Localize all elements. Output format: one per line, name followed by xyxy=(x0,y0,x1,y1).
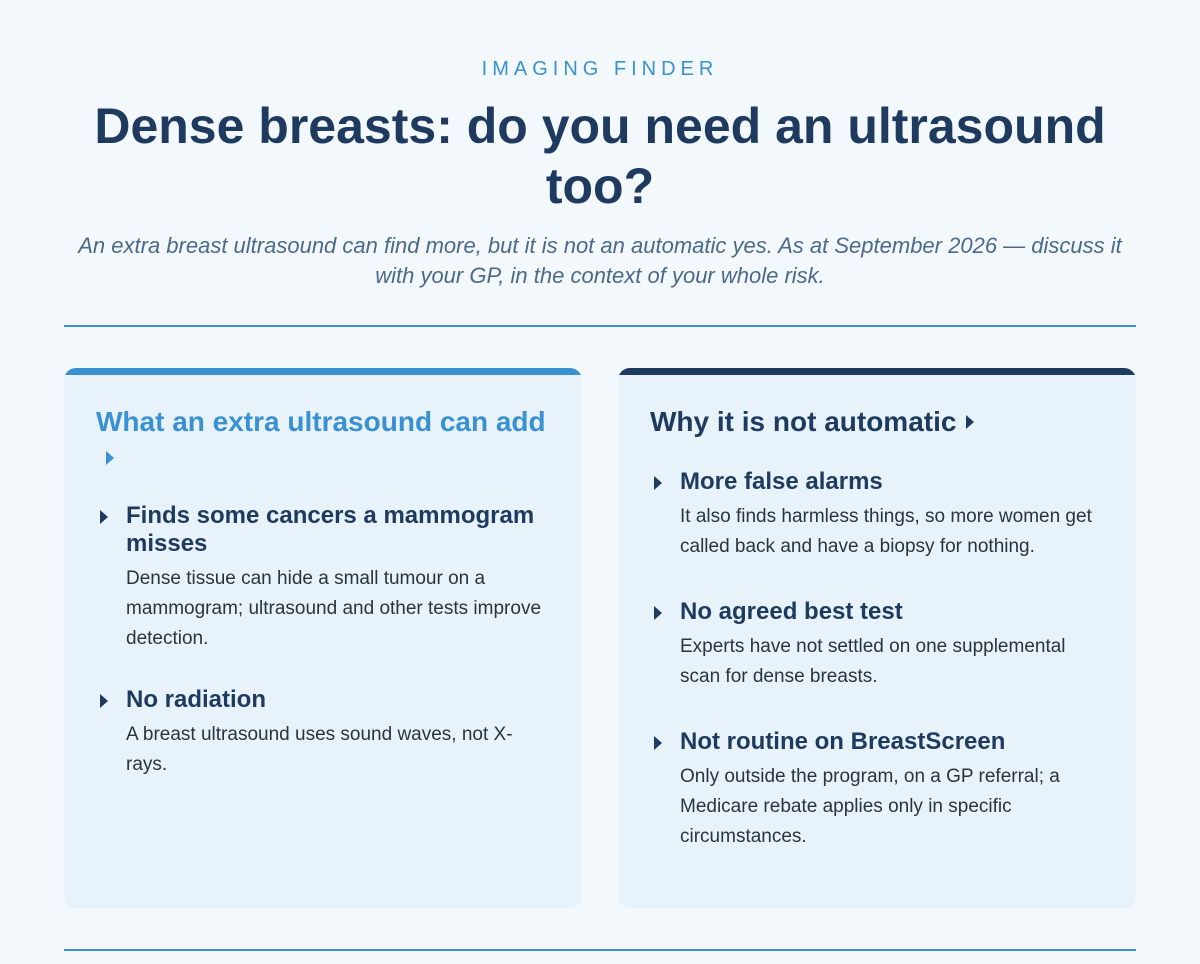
top-divider xyxy=(64,325,1136,327)
item-title: No radiation xyxy=(126,686,267,713)
caret-right-icon xyxy=(654,476,662,490)
drawbacks-heading-text: Why it is not automatic xyxy=(650,406,957,437)
drawbacks-card xyxy=(618,368,1136,908)
item-title: Finds some cancers a mammogram misses xyxy=(126,502,535,557)
item-text: It also finds harmless things, so more women get called back and have a biopsy for nothing. xyxy=(680,506,1092,557)
caret-right-icon xyxy=(654,606,662,620)
caret-right-icon xyxy=(106,451,114,465)
caret-right-icon xyxy=(100,510,108,524)
item-title: No agreed best test xyxy=(680,598,903,625)
benefits-card xyxy=(64,368,582,908)
item-text: Only outside the program, on a GP referral; a Medicare rebate applies only in specific circumstances. xyxy=(680,766,1060,847)
drawbacks-heading[interactable] xyxy=(650,404,1104,440)
bottom-divider xyxy=(64,949,1136,951)
item-text: A breast ultrasound uses sound waves, not X-rays. xyxy=(126,724,513,775)
page-subtitle: An extra breast ultrasound can find more, but it is not an automatic yes. As at September 2026 — discuss it with your GP, in the context of your whole risk. xyxy=(78,233,1122,288)
item-text: Experts have not settled on one supplemental scan for dense breasts. xyxy=(680,636,1066,687)
list-item xyxy=(650,598,1104,692)
list-item xyxy=(96,686,550,780)
caret-right-icon xyxy=(100,694,108,708)
list-item xyxy=(650,468,1104,562)
caret-right-icon xyxy=(654,736,662,750)
drawbacks-list xyxy=(650,468,1104,852)
page-title: Dense breasts: do you need an ultrasound too? xyxy=(94,98,1106,214)
item-title: More false alarms xyxy=(680,468,883,495)
benefits-heading[interactable] xyxy=(96,404,550,476)
benefits-list xyxy=(96,502,550,780)
item-text: Dense tissue can hide a small tumour on a mammogram; ultrasound and other tests improve detection. xyxy=(126,568,542,649)
benefits-heading-text: What an extra ultrasound can add xyxy=(96,406,546,437)
list-item xyxy=(650,728,1104,852)
list-item xyxy=(96,502,550,654)
caret-right-icon xyxy=(966,415,974,429)
eyebrow-label: IMAGING FINDER xyxy=(481,58,719,80)
item-title: Not routine on BreastScreen xyxy=(680,728,1006,755)
